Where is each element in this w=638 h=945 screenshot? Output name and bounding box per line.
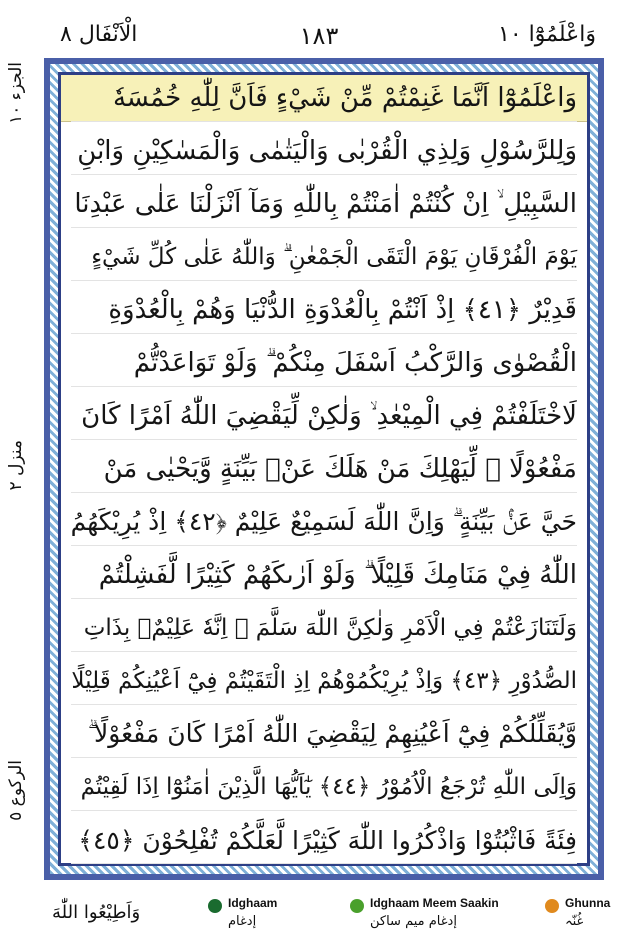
page-number: ١٨٣	[299, 22, 339, 50]
legend-label-en: Idghaam	[228, 896, 278, 910]
ayah-line-14: وَاِلَى اللّٰهِ تُرْجَعُ الْاُمُوْرُ ﴿٤٤﴾ يٰٓاَيُّهَا الَّذِيْنَ اٰمَنُوْٓا اِذَا لَقِيْتُمْ	[71, 764, 577, 811]
page-frame	[44, 58, 604, 880]
legend-ghunna	[545, 896, 610, 929]
legend-label-ar: إدغام میم ساکن	[370, 914, 457, 929]
ruku-marker: الركوع ٥	[6, 760, 26, 821]
ayah-line-9: حَيَّ عَنْۢ بَيِّنَةٍ ۗ وَاِنَّ اللّٰهَ لَسَمِيْعٌ عَلِيْمٌ ﴿٤٢﴾ اِذْ يُرِيْكَهُمُ	[71, 499, 577, 546]
text-area	[58, 72, 590, 866]
ayah-line-7: لَاخْتَلَفْتُمْ فِي الْمِيْعٰدِ ۙ وَلٰكِنْ لِّيَقْضِيَ اللّٰهُ اَمْرًا كَانَ	[71, 393, 577, 440]
ayah-line-3: السَّبِيْلِ ۙ اِنْ كُنْتُمْ اٰمَنْتُمْ بِاللّٰهِ وَمَآ اَنْزَلْنَا عَلٰى عَبْدِنَا	[71, 181, 577, 228]
legend-label-en: Ghunna	[565, 896, 611, 910]
page-header	[0, 0, 638, 56]
ayah-line-11: وَلَتَنَازَعْتُمْ فِي الْاَمْرِ وَلٰكِنَّ اللّٰهَ سَلَّمَ ۗ اِنَّهٗ عَلِيْمٌۢ بِذَاتِ	[71, 605, 577, 652]
page-footer	[0, 886, 638, 945]
ayah-line-5: قَدِيْرٌ ﴿٤١﴾ اِذْ اَنْتُمْ بِالْعُدْوَةِ الدُّنْيَا وَهُمْ بِالْعُدْوَةِ	[71, 287, 577, 334]
juz-marker: الجزء ١٠	[6, 62, 26, 124]
legend-label-ar: غُنّہ	[565, 914, 584, 929]
legend-idghaam	[208, 896, 277, 929]
para-name: وَاعْلَمُوْٓا ١٠	[498, 22, 596, 47]
ayah-line-4: يَوْمَ الْفُرْقَانِ يَوْمَ الْتَقَى الْجَمْعٰنِ ۗ وَاللّٰهُ عَلٰى كُلِّ شَيْءٍ	[71, 234, 577, 281]
surah-name: الْاَنْفَال ٨	[60, 22, 138, 47]
ayah-line-13: وَّيُقَلِّلُكُمْ فِيْٓ اَعْيُنِهِمْ لِيَقْضِيَ اللّٰهُ اَمْرًا كَانَ مَفْعُوْلًا ۗ	[71, 711, 577, 758]
ayah-line-12: الصُّدُوْرِ ﴿٤٣﴾ وَاِذْ يُرِيْكُمُوْهُمْ اِذِ الْتَقَيْتُمْ فِيْٓ اَعْيُنِكُمْ قَلِيْلًا	[71, 658, 577, 705]
ayah-line-1: وَاعْلَمُوْٓا اَنَّمَا غَنِمْتُمْ مِّنْ شَيْءٍ فَاَنَّ لِلّٰهِ خُمُسَهٗ	[71, 75, 577, 122]
idghaam-dot-icon	[208, 899, 222, 913]
ayah-line-15: فِئَةً فَاثْبُتُوْا وَاذْكُرُوا اللّٰهَ كَثِيْرًا لَّعَلَّكُمْ تُفْلِحُوْنَ ﴿٤٥﴾	[71, 817, 577, 864]
legend-label-ar: إدغام	[228, 914, 257, 929]
ayah-line-6: الْقُصْوٰى وَالرَّكْبُ اَسْفَلَ مِنْكُمْ ۗ وَلَوْ تَوَاعَدْتُّمْ	[71, 340, 577, 387]
ayah-lines	[71, 75, 577, 863]
ghunna-dot-icon	[545, 899, 559, 913]
idghaam-meem-dot-icon	[350, 899, 364, 913]
ayah-line-2: وَلِلرَّسُوْلِ وَلِذِي الْقُرْبٰى وَالْيَتٰمٰى وَالْمَسٰكِيْنِ وَابْنِ	[71, 128, 577, 175]
legend-label-en: Idghaam Meem Saakin	[370, 896, 499, 910]
catchword: وَاَطِيْعُوا اللّٰهَ	[52, 902, 141, 923]
ayah-line-8: مَفْعُوْلًا ۙ لِّيَهْلِكَ مَنْ هَلَكَ عَنْۢ بَيِّنَةٍ وَّيَحْيٰى مَنْ	[71, 446, 577, 493]
manzil-marker: منزل ٢	[6, 440, 26, 491]
legend-idghaam-meem-saakin	[350, 896, 499, 929]
ayah-line-10: اللّٰهُ فِيْ مَنَامِكَ قَلِيْلًا ۗ وَلَوْ اَرٰىكَهُمْ كَثِيْرًا لَّفَشِلْتُمْ	[71, 552, 577, 599]
